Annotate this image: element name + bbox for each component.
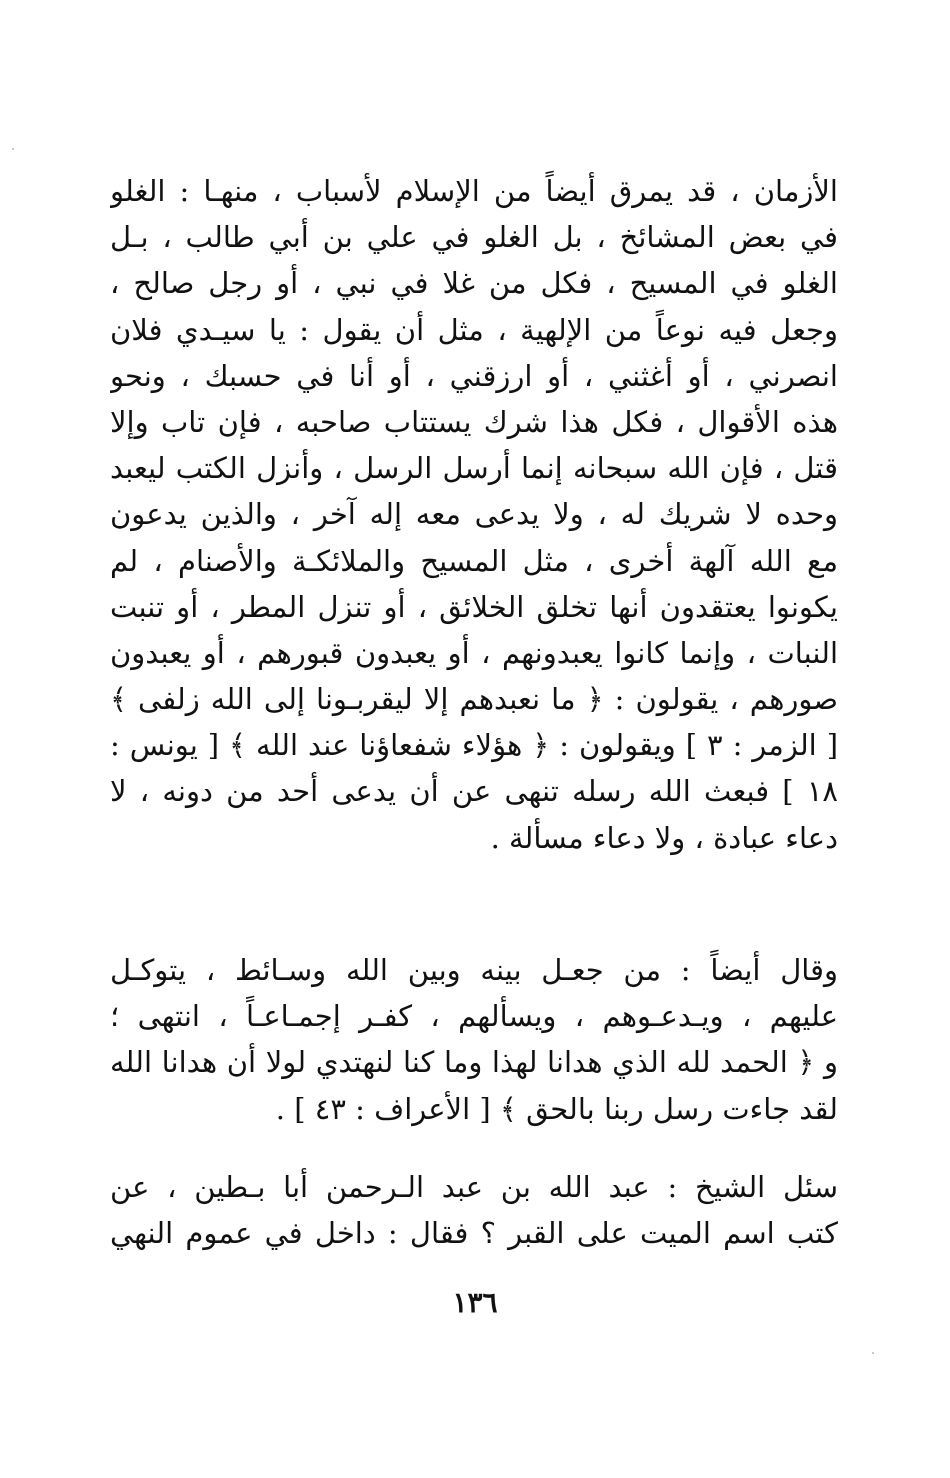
paragraph-3: [110, 1164, 838, 1256]
text-line: وقال أيضاً : من جعـل بينه وبين الله وسـائط ، يتوكـل: [110, 953, 838, 987]
text-line: هذه الأقوال ، فكل هذا شرك يستتاب صاحبه ، فإن تاب وإلا: [110, 404, 838, 439]
text-line: عليهم ، ويـدعـوهم ، ويسألهم ، كفـر إجمـاعـاً ، انتهى ؛: [110, 999, 838, 1034]
paragraph-2: [110, 947, 838, 1132]
text-line: مع الله آلهة أخرى ، مثل المسيح والملائكـة والأصنام ، لم: [110, 543, 838, 578]
page-number: ١٣٦: [452, 1286, 498, 1319]
text-line: الغلو في المسيح ، فكل من غلا في نبي ، أو رجل صالح ،: [110, 266, 838, 301]
paragraph-1: [110, 168, 838, 861]
text-line: يكونوا يعتقدون أنها تخلق الخلائق ، أو تنزل المطر ، أو تنبت: [110, 589, 838, 624]
text-line: انصرني ، أو أغثني ، أو ارزقني ، أو أنا في حسبك ، ونحو: [110, 358, 838, 393]
text-line: [ الزمر : ٣ ] ويقولون : ﴿ هؤلاء شفعاؤنا عند الله ﴾ [ يونس :: [110, 728, 838, 763]
text-line: لقد جاءت رسل ربنا بالحق ﴾ [ الأعراف : ٤٣ ] .: [275, 1091, 838, 1126]
text-line: كتب اسم الميت على القبر ؟ فقال : داخل في عموم النهي: [110, 1216, 838, 1251]
text-line: وحده لا شريك له ، ولا يدعى معه إله آخر ، والذين يدعون: [110, 497, 838, 532]
text-line: قتل ، فإن الله سبحانه إنما أرسل الرسل ، وأنزل الكتب ليعبد: [110, 451, 838, 486]
text-line: الأزمان ، قد يمرق أيضاً من الإسلام لأسباب ، منهـا : الغلو: [110, 174, 838, 208]
scan-speck: [872, 1352, 874, 1354]
text-line: وجعل فيه نوعاً من الإلهية ، مثل أن يقول : يا سيـدي فلان: [110, 312, 838, 347]
text-line: دعاء عبادة ، ولا دعاء مسألة .: [490, 820, 838, 855]
text-line: سئل الشيخ : عبد الله بن عبد الـرحمن أبا بـطين ، عن: [110, 1170, 838, 1204]
scan-speck: [12, 148, 14, 150]
text-line: صورهم ، يقولون : ﴿ ما نعبدهم إلا ليقربـونا إلى الله زلفى ﴾: [110, 682, 838, 717]
text-line: و ﴿ الحمد لله الذي هدانا لهذا وما كنا لنهتدي لولا أن هدانا الله: [110, 1045, 838, 1080]
text-line: في بعض المشائخ ، بل الغلو في علي بن أبي طالب ، بـل: [110, 220, 838, 255]
text-line: النبات ، وإنما كانوا يعبدونهم ، أو يعبدون قبورهم ، أو يعبدون: [110, 635, 838, 670]
text-line: ١٨ ] فبعث الله رسله تنهى عن أن يدعى أحد من دونه ، لا: [110, 774, 838, 809]
